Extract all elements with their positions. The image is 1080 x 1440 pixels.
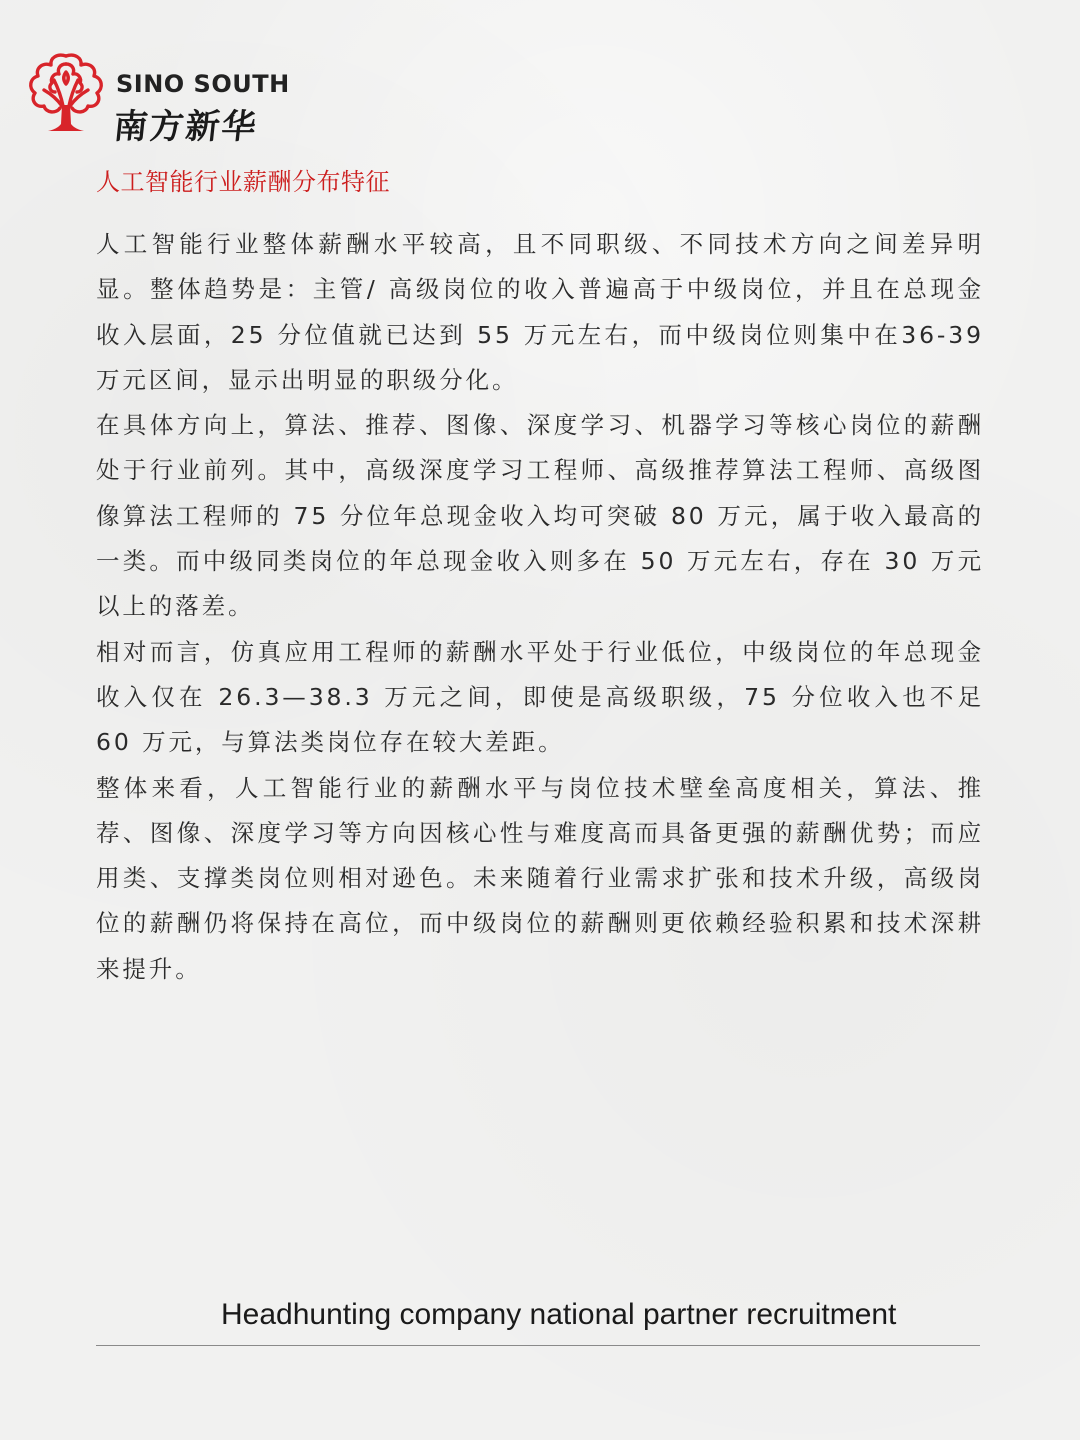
- paragraph-1: 人工智能行业整体薪酬水平较高，且不同职级、不同技术方向之间差异明显。整体趋势是：主管/ 高级岗位的收入普遍高于中级岗位，并且在总现金收入层面，25 分位值就已达到 55 万元左右，而中级岗位则集中在36-39 万元区间，显示出明显的职级分化。: [96, 230, 984, 394]
- company-logo: [24, 50, 290, 147]
- article-body: [96, 222, 984, 992]
- footer-divider: [96, 1345, 980, 1346]
- tree-logo-icon: [24, 50, 108, 136]
- paragraph-4: 整体来看，人工智能行业的薪酬水平与岗位技术壁垒高度相关，算法、推荐、图像、深度学习等方向因核心性与难度高而具备更强的薪酬优势；而应用类、支撑类岗位则相对逊色。未来随着行业需求扩张和技术升级，高级岗位的薪酬仍将保持在高位，而中级岗位的薪酬则更依赖经验积累和技术深耕来提升。: [96, 773, 984, 983]
- paragraph-2: 在具体方向上，算法、推荐、图像、深度学习、机器学习等核心岗位的薪酬处于行业前列。其中，高级深度学习工程师、高级推荐算法工程师、高级图像算法工程师的 75 分位年总现金收入均可突破 80 万元，属于收入最高的一类。而中级同类岗位的年总现金收入则多在 50 万元左右，存在 30 万元以上的落差。: [96, 411, 984, 621]
- logo-chinese-name: 南方新华: [111, 107, 260, 147]
- article-title: 人工智能行业薪酬分布特征: [96, 168, 390, 196]
- footer-tagline: Headhunting company national partner recruitment: [221, 1298, 897, 1331]
- paragraph-3: 相对而言，仿真应用工程师的薪酬水平处于行业低位，中级岗位的年总现金收入仅在 26.3—38.3 万元之间，即使是高级职级，75 分位收入也不足 60 万元，与算法类岗位存在较大差距。: [96, 637, 984, 757]
- logo-english-name: SINO SOUTH: [116, 70, 290, 98]
